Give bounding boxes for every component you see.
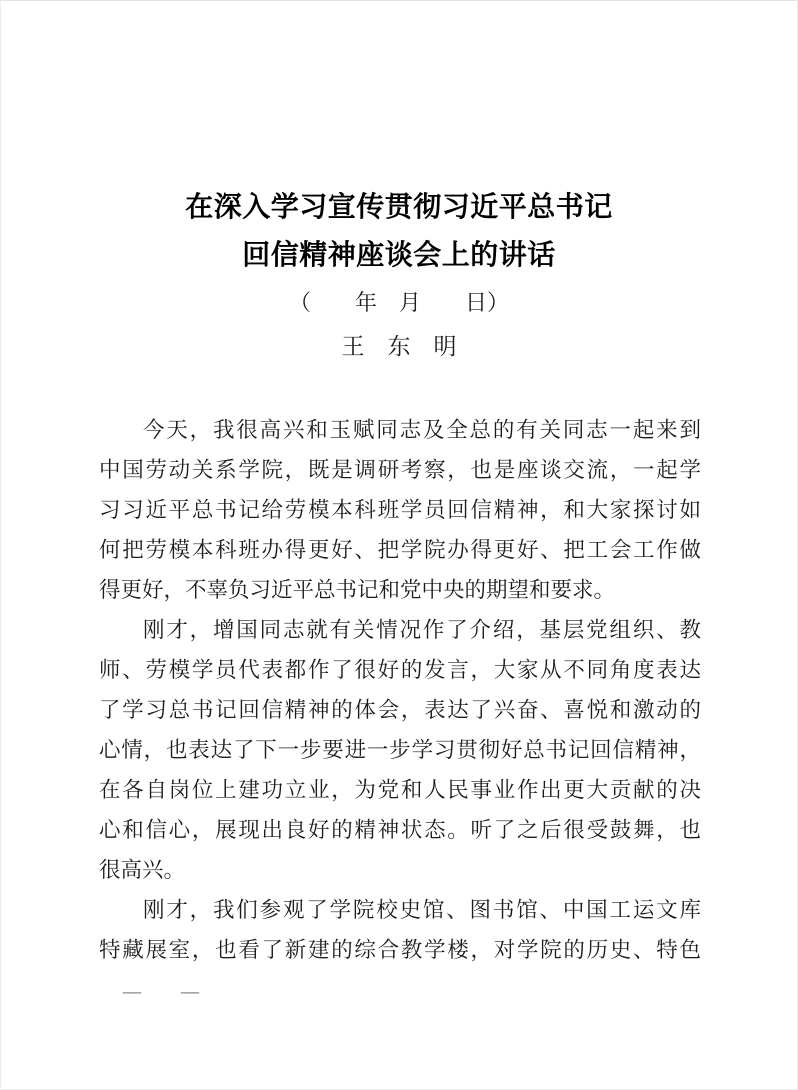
body-line: 在各自岗位上建功立业，为党和人民事业作出更大贡献的决 (99, 778, 701, 802)
page-number-footer (123, 982, 199, 1000)
footer-dash-right: — (181, 981, 199, 1001)
body-line: 心和信心，展现出良好的精神状态。听了之后很受鼓舞，也 (99, 818, 701, 842)
body-line: 习习近平总书记给劳模本科班学员回信精神，和大家探讨如 (99, 498, 701, 522)
document-body (99, 410, 701, 970)
body-line: 何把劳模本科班办得更好、把学院办得更好、把工会工作做 (99, 538, 701, 562)
document-author: 王 东 明 (341, 334, 457, 359)
body-line: 得更好，不辜负习近平总书记和党中央的期望和要求。 (99, 578, 616, 602)
document-date-line: （ 年 月 日） (288, 290, 509, 315)
footer-dash-left: — (123, 981, 141, 1001)
title-block (1, 184, 797, 368)
body-line: 了学习总书记回信精神的体会，表达了兴奋、喜悦和激动的 (99, 698, 701, 722)
body-line: 刚才，增国同志就有关情况作了介绍，基层党组织、教 (143, 618, 701, 642)
body-line: 刚才，我们参观了学院校史馆、图书馆、中国工运文库 (143, 898, 701, 922)
body-line: 特藏展室，也看了新建的综合教学楼，对学院的历史、特色 (99, 938, 701, 962)
document-title-line-1: 在深入学习宣传贯彻习近平总书记 (185, 192, 613, 223)
document-title-line-2: 回信精神座谈会上的讲话 (242, 240, 556, 271)
body-line: 中国劳动关系学院，既是调研考察，也是座谈交流，一起学 (99, 458, 701, 482)
body-line: 师、劳模学员代表都作了很好的发言，大家从不同角度表达 (99, 658, 701, 682)
body-line: 今天，我很高兴和玉赋同志及全总的有关同志一起来到 (143, 418, 701, 442)
body-line: 很高兴。 (99, 858, 186, 882)
body-line: 心情，也表达了下一步要进一步学习贯彻好总书记回信精神， (99, 738, 701, 762)
